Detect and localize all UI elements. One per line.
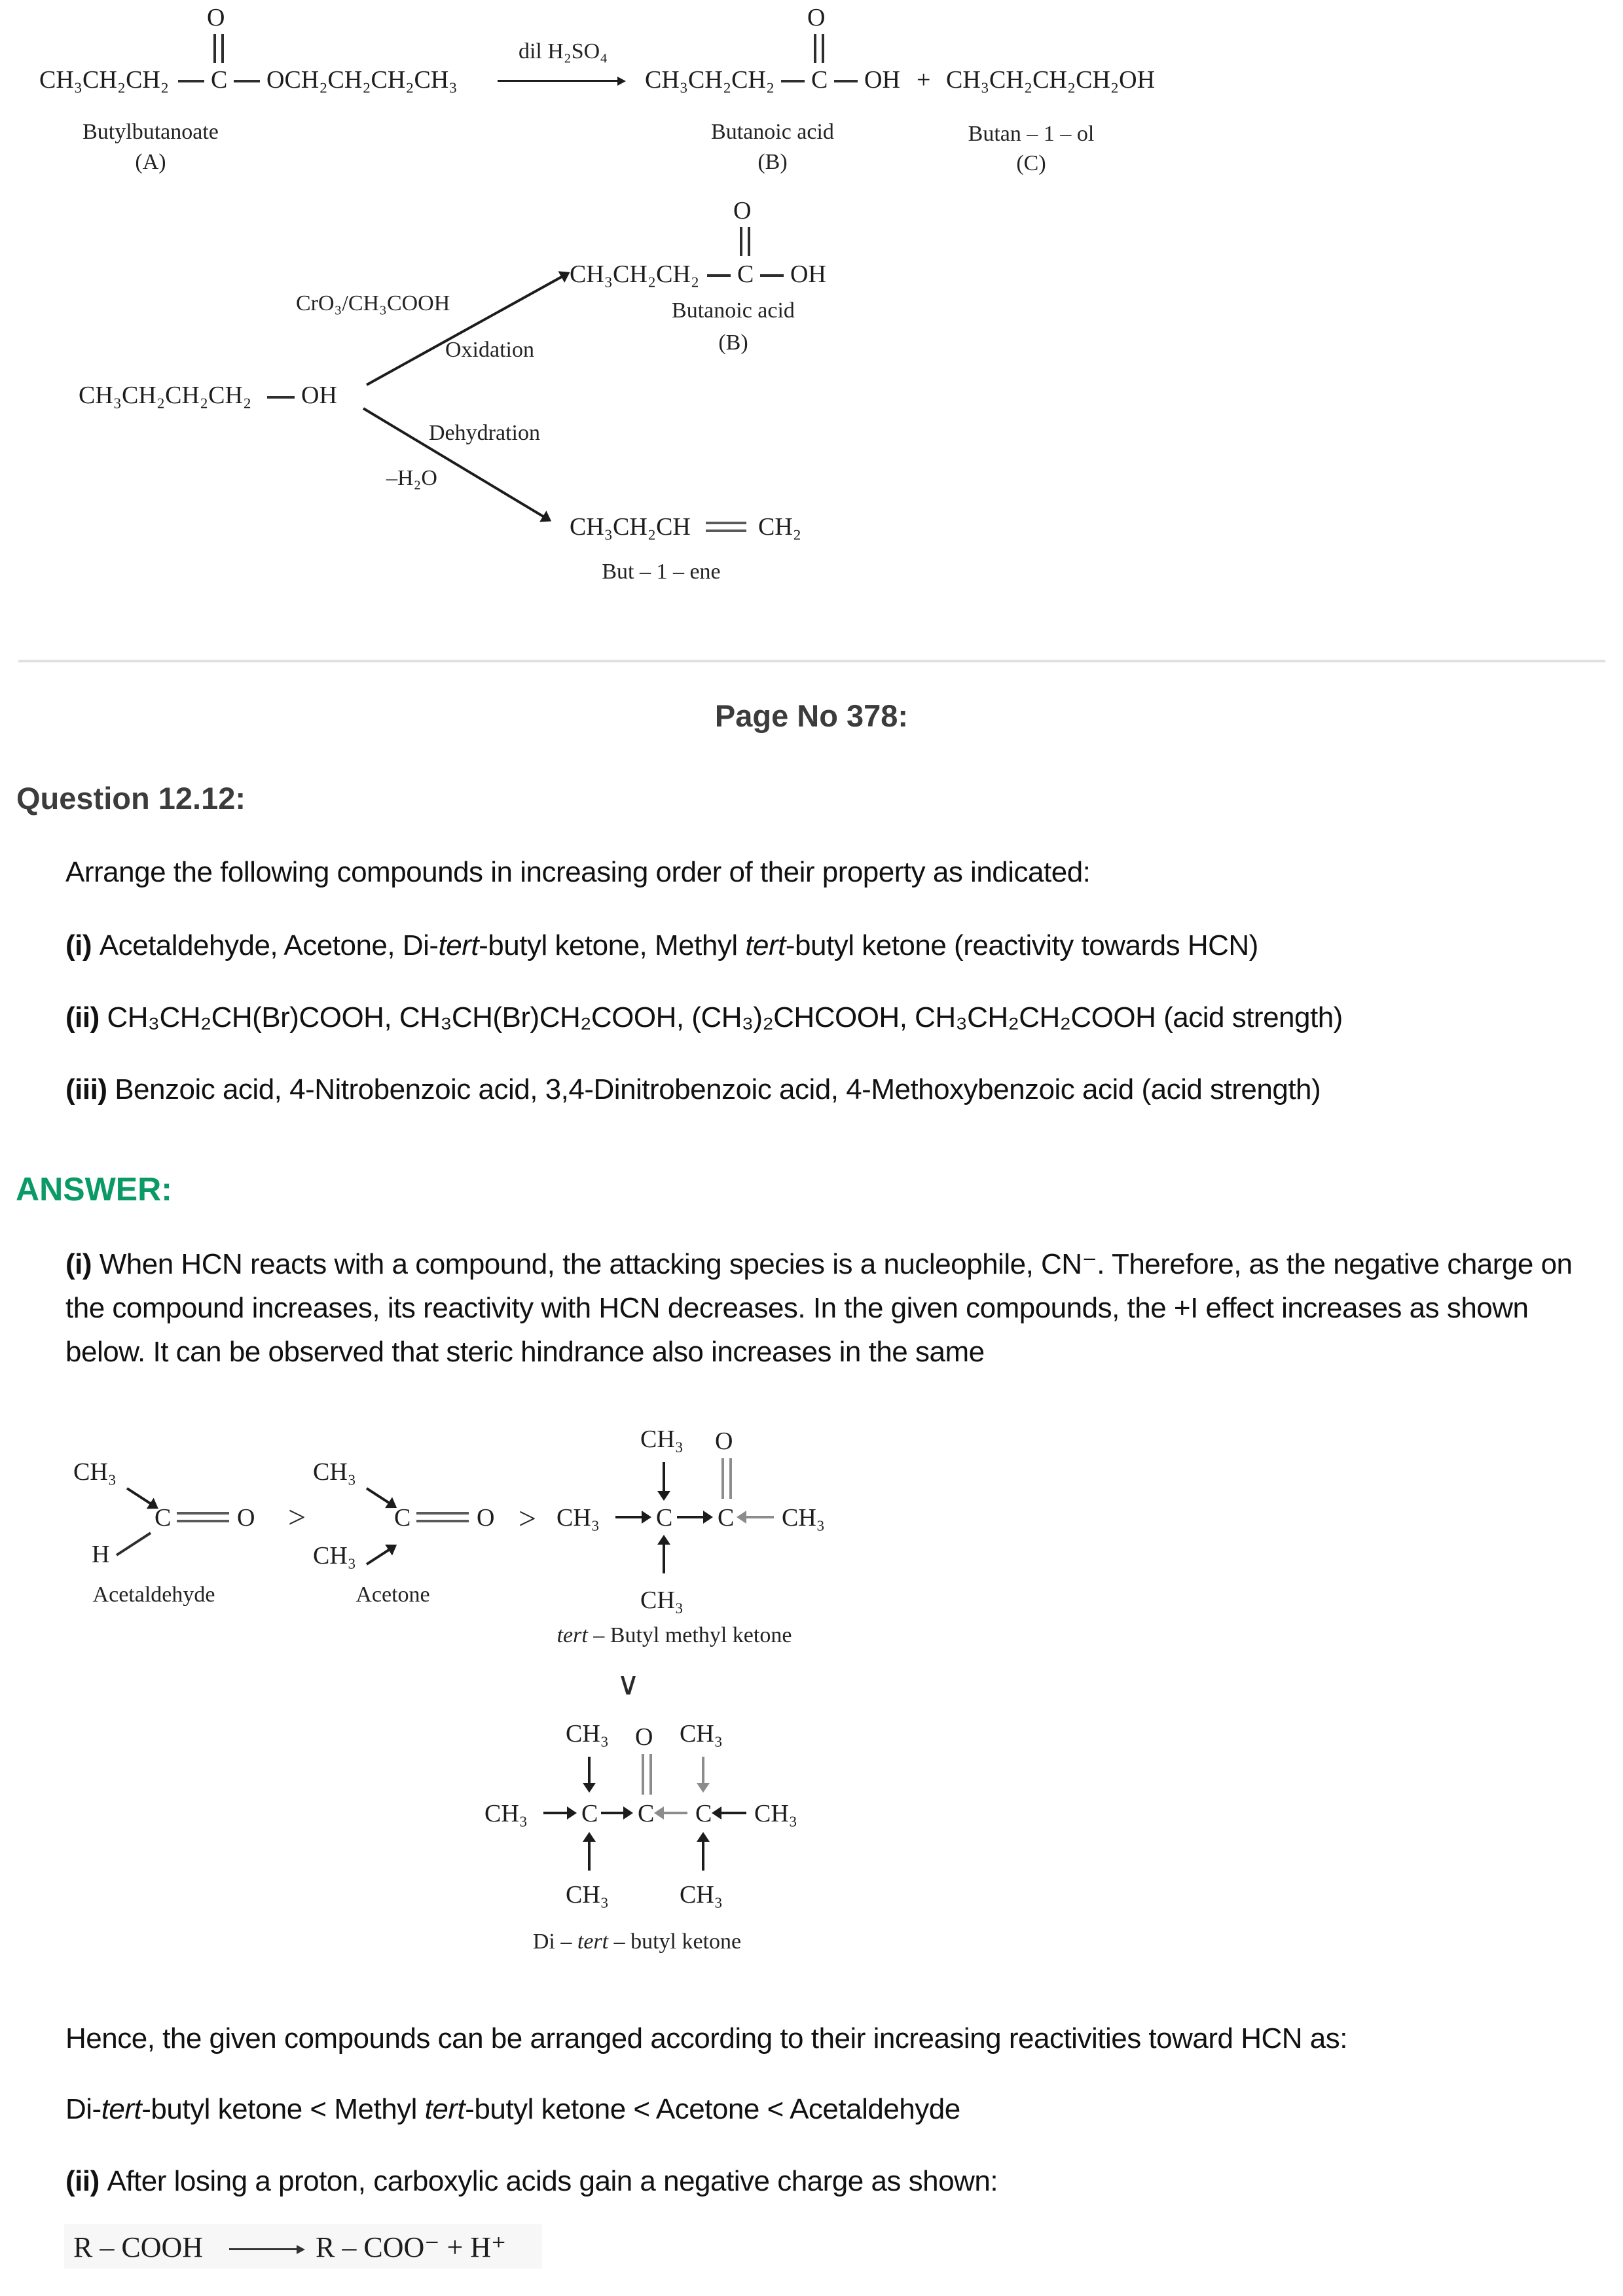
single-bond xyxy=(760,274,784,277)
inductive-arrow-icon xyxy=(588,1835,591,1871)
carbonyl-oxygen: O xyxy=(807,4,826,31)
methyl-group: CH₃ xyxy=(566,1720,610,1748)
compound-name: Butanoic acid xyxy=(711,120,834,144)
question-intro: Arrange the following compounds in increasing order of their property as indicated: xyxy=(65,856,1091,888)
compound-tag: (B) xyxy=(757,150,788,174)
methyl-group: CH₃ xyxy=(754,1800,798,1827)
carbonyl-carbon: C xyxy=(718,1504,735,1532)
formula-rcoo-anion: R – COO⁻ + H⁺ xyxy=(316,2231,507,2263)
double-bond xyxy=(814,34,824,63)
double-bond xyxy=(642,1754,652,1795)
compound-name: Butylbutanoate xyxy=(82,120,219,144)
compound-name: Acetone xyxy=(356,1583,430,1607)
formula-chain: CH₃CH₂CH₂ xyxy=(645,66,775,94)
step-label: Dehydration xyxy=(429,421,540,445)
carbonyl-carbon: C xyxy=(394,1504,411,1532)
single-bond xyxy=(267,396,295,399)
inductive-arrow-icon xyxy=(543,1812,574,1814)
compound-tag: (A) xyxy=(135,150,166,174)
inductive-arrow-icon xyxy=(663,1538,665,1573)
question-item-ii: (ii) CH₃CH₂CH(Br)COOH, CH₃CH(Br)CH₂COOH, (CH₃)₂CHCOOH, CH₃CH₂CH₂COOH (acid strength) xyxy=(65,1001,1343,1033)
answer-paragraph-ii: (ii) After losing a proton, carboxylic acids gain a negative charge as shown: xyxy=(65,2165,998,2197)
carbonyl-oxygen: O xyxy=(733,197,752,224)
question-heading: Question 12.12: xyxy=(16,781,246,816)
inductive-arrow-icon xyxy=(740,1516,774,1518)
page-number-heading: Page No 378: xyxy=(714,698,909,733)
step-label: Oxidation xyxy=(445,338,534,362)
hydroxyl-group: OH xyxy=(864,66,900,94)
condition-label: dil H₂SO₄ xyxy=(518,39,608,63)
formula-butene-right: CH₂ xyxy=(758,513,802,541)
answer-heading: ANSWER: xyxy=(16,1171,172,1208)
methyl-group: CH₃ xyxy=(313,1458,357,1486)
inductive-arrow-icon xyxy=(702,1757,704,1789)
methyl-group: CH₃ xyxy=(680,1720,723,1748)
compound-name: Butan – 1 – ol xyxy=(968,122,1095,146)
greater-than-sign: > xyxy=(519,1501,537,1536)
carbonyl-carbon: C xyxy=(155,1504,172,1532)
compound-name: Butanoic acid xyxy=(672,298,795,323)
question-item-iii: (iii) Benzoic acid, 4-Nitrobenzoic acid, 3,4-Dinitrobenzoic acid, 4-Methoxybenzoic acid (acid strength) xyxy=(65,1073,1321,1105)
condition-label: CrO₃/CH₃COOH xyxy=(296,291,450,315)
reaction-arrow-icon xyxy=(498,80,622,82)
inductive-arrow-icon xyxy=(366,1487,395,1507)
inductive-arrow-icon xyxy=(715,1812,746,1814)
single-bond xyxy=(781,80,805,82)
inductive-arrow-icon xyxy=(677,1516,710,1518)
question-item-i: (i) Acetaldehyde, Acetone, Di-tert-butyl ketone, Methyl tert-butyl ketone (reactivity towards HCN) xyxy=(65,929,1258,961)
methyl-group: CH₃ xyxy=(782,1504,826,1532)
methyl-group: CH₃ xyxy=(640,1587,684,1614)
carbonyl-oxygen: O xyxy=(237,1504,255,1532)
inductive-arrow-icon xyxy=(615,1516,648,1518)
methyl-group: CH₃ xyxy=(640,1426,684,1453)
carbonyl-oxygen: O xyxy=(207,4,225,31)
formula-ester-group: OCH₂CH₂CH₂CH₃ xyxy=(266,66,458,94)
formula-butanol: CH₃CH₂CH₂CH₂OH xyxy=(946,66,1156,94)
reactivity-order: Di-tert-butyl ketone < Methyl tert-butyl ketone < Acetone < Acetaldehyde xyxy=(65,2093,960,2125)
carbonyl-oxygen: O xyxy=(715,1427,733,1455)
single-bond xyxy=(834,80,858,82)
single-bond xyxy=(178,80,204,82)
formula-alcohol-chain: CH₃CH₂CH₂CH₂ xyxy=(79,382,252,409)
plus-sign: + xyxy=(917,66,931,94)
greater-than-down-sign: ∨ xyxy=(617,1667,640,1702)
inductive-arrow-icon xyxy=(601,1812,630,1814)
hydroxyl-group: OH xyxy=(301,382,337,409)
hydroxyl-group: OH xyxy=(790,260,826,288)
double-bond xyxy=(721,1458,732,1499)
formula-butene-left: CH₃CH₂CH xyxy=(570,513,691,541)
carbonyl-oxygen: O xyxy=(635,1723,653,1751)
formula-chain: CH₃CH₂CH₂ xyxy=(39,66,170,94)
compound-name: Acetaldehyde xyxy=(92,1583,215,1607)
reaction-arrow-icon xyxy=(229,2248,301,2250)
methyl-group: CH₃ xyxy=(680,1881,723,1909)
hydrogen-atom: H xyxy=(92,1541,110,1568)
oxidation-arrow-icon xyxy=(366,273,568,386)
compound-name: But – 1 – ene xyxy=(602,560,721,584)
quaternary-carbon: C xyxy=(695,1800,712,1827)
carbonyl-oxygen: O xyxy=(477,1504,495,1532)
double-bond xyxy=(177,1512,229,1522)
single-bond xyxy=(707,274,731,277)
section-divider xyxy=(18,660,1605,662)
compound-tag: (B) xyxy=(718,331,748,355)
double-bond xyxy=(416,1512,469,1522)
double-bond xyxy=(706,522,746,532)
carbonyl-carbon: C xyxy=(811,66,828,94)
compound-tag: (C) xyxy=(1016,151,1046,175)
formula-chain: CH₃CH₂CH₂ xyxy=(570,260,700,288)
inductive-arrow-icon xyxy=(366,1545,395,1566)
formula-rcooh: R – COOH xyxy=(73,2231,204,2263)
answer-paragraph-i: (i) When HCN reacts with a compound, the attacking species is a nucleophile, CN⁻. Therefore, as the negative charge on the compound increases, its reactivity with HCN decreases. In the given compounds, the +I effect increases as shown below. It can be observed that steric hindrance also increases in the same xyxy=(65,1248,1573,1368)
carbonyl-carbon: C xyxy=(638,1800,655,1827)
byproduct-label: –H₂O xyxy=(386,466,437,490)
inductive-arrow-icon xyxy=(702,1835,704,1871)
inductive-arrow-icon xyxy=(588,1757,591,1789)
double-bond xyxy=(740,227,750,256)
quaternary-carbon: C xyxy=(581,1800,598,1827)
inductive-arrow-icon xyxy=(657,1812,687,1814)
methyl-group: CH₃ xyxy=(313,1542,357,1570)
quaternary-carbon: C xyxy=(656,1504,673,1532)
single-bond xyxy=(116,1532,151,1556)
compound-name: tert – Butyl methyl ketone xyxy=(556,1623,792,1647)
equation-box xyxy=(64,2224,542,2269)
inductive-arrow-icon xyxy=(663,1462,665,1498)
compound-name: Di – tert – butyl ketone xyxy=(532,1929,742,1954)
double-bond xyxy=(213,34,224,63)
greater-than-sign: > xyxy=(288,1500,306,1535)
carbonyl-carbon: C xyxy=(737,260,754,288)
carbonyl-carbon: C xyxy=(211,66,228,94)
methyl-group: CH₃ xyxy=(556,1504,600,1532)
methyl-group: CH₃ xyxy=(73,1458,117,1486)
answer-conclusion: Hence, the given compounds can be arranged according to their increasing reactivities toward HCN as: xyxy=(65,2022,1347,2054)
methyl-group: CH₃ xyxy=(484,1800,528,1827)
inductive-arrow-icon xyxy=(126,1487,156,1508)
methyl-group: CH₃ xyxy=(566,1881,610,1909)
single-bond xyxy=(234,80,260,82)
